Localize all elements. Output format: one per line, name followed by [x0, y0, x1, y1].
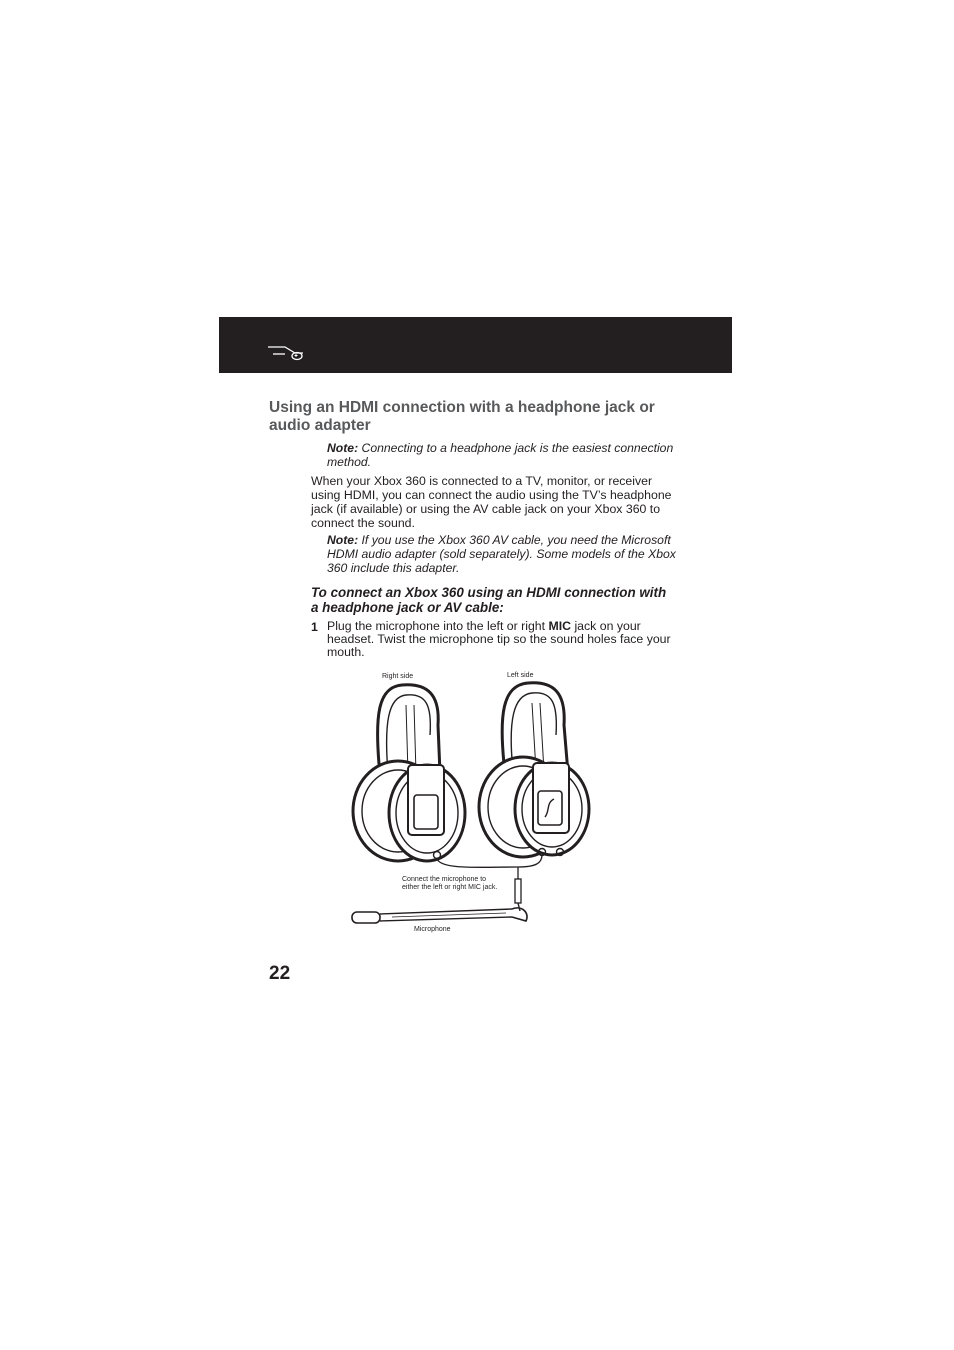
headphone-left [479, 683, 589, 857]
label-left-side: Left side [507, 672, 534, 679]
section-banner [219, 317, 732, 373]
note-label: Note: [327, 441, 359, 455]
caption-line-1: Connect the microphone to [402, 876, 487, 883]
step-text-end: jack on your headset. Twist the microphone tip so the sound holes face your mouth. [327, 619, 671, 659]
note-text: If you use the Xbox 360 AV cable, you need the Microsoft HDMI audio adapter (sold separately). Some models of the Xbox 360 include this adapter. [327, 533, 676, 575]
body-paragraph: When your Xbox 360 is connected to a TV, monitor, or receiver using HDMI, you can connect the audio using the TV’s headphone jack (if available) or using the AV cable jack on your Xbox 360 to connect the sound. [311, 474, 672, 530]
headset-diagram [340, 665, 610, 940]
mic-label: MIC [548, 619, 572, 633]
label-microphone: Microphone [414, 926, 451, 933]
note-av-cable [327, 533, 677, 575]
microphone-boom-icon [352, 903, 527, 923]
step-text [327, 620, 677, 659]
label-right-side: Right side [382, 673, 414, 680]
caption-line-2: either the left or right MIC jack. [402, 884, 498, 891]
note-label: Note: [327, 533, 359, 547]
note-text: Connecting to a headphone jack is the easiest connection method. [327, 441, 674, 469]
page-number: 22 [269, 963, 291, 984]
plug-arrow-icon [267, 343, 307, 361]
step-number: 1 [311, 620, 318, 634]
step-text-start: Plug the microphone into the left or right [327, 619, 549, 633]
section-heading: Using an HDMI connection with a headphone jack or audio adapter [269, 399, 655, 434]
note-easiest-method [327, 441, 677, 469]
procedure-heading: To connect an Xbox 360 using an HDMI connection with a headphone jack or AV cable: [311, 585, 667, 615]
mic-plug-icon [515, 879, 521, 903]
headphone-right [353, 685, 465, 861]
